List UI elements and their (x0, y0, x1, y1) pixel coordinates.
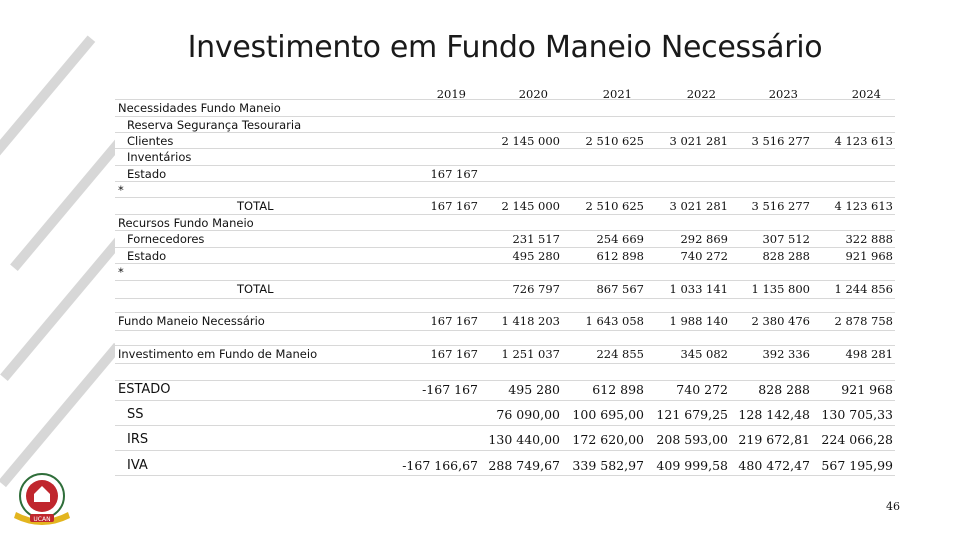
table-cell: 495 280 (512, 249, 560, 263)
table-cell: 292 869 (680, 232, 728, 246)
table-cell: 567 195,99 (821, 458, 893, 473)
table-cell: 409 999,58 (656, 458, 728, 473)
table-cell: 2 510 625 (585, 134, 644, 148)
row-separator (115, 148, 895, 149)
table-cell: 130 705,33 (821, 407, 893, 422)
table-cell: 208 593,00 (656, 432, 728, 447)
row-separator (115, 363, 895, 364)
table-cell: 2 145 000 (501, 199, 560, 213)
row-separator (115, 116, 895, 117)
row-separator (115, 263, 895, 264)
table-cell: 4 123 613 (834, 134, 893, 148)
table-cell: 2 510 625 (585, 199, 644, 213)
slide-title: Investimento em Fundo Maneio Necessário (187, 30, 823, 65)
row-separator (115, 450, 895, 451)
table-cell: 224 066,28 (821, 432, 893, 447)
table-cell: 498 281 (845, 347, 893, 361)
row-label: TOTAL (237, 282, 274, 296)
table-cell: 219 672,81 (738, 432, 810, 447)
table-cell: 828 288 (762, 249, 810, 263)
table-cell: 1 033 141 (669, 282, 728, 296)
table-cell: 612 898 (592, 382, 644, 397)
row-label: Inventários (127, 150, 192, 164)
table-cell: 339 582,97 (572, 458, 644, 473)
row-separator (115, 280, 895, 281)
table-cell: 1 988 140 (669, 314, 728, 328)
row-label: Investimento em Fundo de Maneio (118, 347, 318, 361)
row-separator (115, 425, 895, 426)
table-cell: 121 679,25 (656, 407, 728, 422)
column-header-year: 2023 (768, 87, 798, 101)
table-cell: 3 021 281 (669, 134, 728, 148)
table-cell: 480 472,47 (738, 458, 810, 473)
table-cell: 921 968 (845, 249, 893, 263)
row-label: Fundo Maneio Necessário (118, 314, 265, 328)
table-cell: 740 272 (680, 249, 728, 263)
table-cell: 172 620,00 (572, 432, 644, 447)
table-cell: 130 440,00 (488, 432, 560, 447)
table-cell: 1 418 203 (501, 314, 560, 328)
row-label: SS (127, 407, 144, 422)
table-cell: 495 280 (508, 382, 560, 397)
row-separator (115, 312, 895, 313)
table-cell: 867 567 (596, 282, 644, 296)
row-separator (115, 99, 895, 100)
table-cell: 4 123 613 (834, 199, 893, 213)
table-cell: 3 021 281 (669, 199, 728, 213)
table-cell: 2 145 000 (501, 134, 560, 148)
row-label: TOTAL (237, 199, 274, 213)
table-cell: 3 516 277 (751, 134, 810, 148)
table-cell: 1 643 058 (585, 314, 644, 328)
logo-text: UCAN (33, 516, 51, 523)
row-label: Necessidades Fundo Maneio (118, 101, 281, 115)
table-cell: 345 082 (680, 347, 728, 361)
row-separator (115, 298, 895, 299)
row-label: * (118, 183, 124, 197)
row-label: Estado (127, 167, 167, 181)
table-cell: 2 380 476 (751, 314, 810, 328)
page-number: 46 (886, 500, 900, 513)
table-cell: 288 749,67 (488, 458, 560, 473)
table-cell: 1 135 800 (751, 282, 810, 296)
column-header-year: 2022 (686, 87, 716, 101)
row-label: Recursos Fundo Maneio (118, 216, 254, 230)
table-cell: 726 797 (512, 282, 560, 296)
table-cell: 167 167 (430, 314, 478, 328)
table-cell: 1 251 037 (501, 347, 560, 361)
column-header-year: 2024 (851, 87, 881, 101)
table-cell: 1 244 856 (834, 282, 893, 296)
row-label: IRS (127, 432, 149, 447)
table-cell: -167 167 (422, 382, 478, 397)
row-label: Reserva Segurança Tesouraria (127, 118, 302, 132)
table-cell: 231 517 (512, 232, 560, 246)
table-cell: 740 272 (676, 382, 728, 397)
table-cell: -167 166,67 (402, 458, 478, 473)
row-label: * (118, 265, 124, 279)
table-cell: 254 669 (596, 232, 644, 246)
row-separator (115, 230, 895, 231)
row-separator (115, 214, 895, 215)
table-cell: 167 167 (430, 167, 478, 181)
row-separator (115, 345, 895, 346)
table-cell: 2 878 758 (834, 314, 893, 328)
row-separator (115, 247, 895, 248)
column-header-year: 2019 (436, 87, 466, 101)
table-cell: 128 142,48 (738, 407, 810, 422)
row-separator (115, 475, 895, 476)
row-separator (115, 380, 895, 381)
table-cell: 224 855 (596, 347, 644, 361)
row-separator (115, 330, 895, 331)
row-separator (115, 400, 895, 401)
row-separator (115, 197, 895, 198)
row-label: Estado (127, 249, 167, 263)
table-cell: 307 512 (762, 232, 810, 246)
table-cell: 76 090,00 (496, 407, 560, 422)
row-separator (115, 132, 895, 133)
table-cell: 3 516 277 (751, 199, 810, 213)
row-label: Fornecedores (127, 232, 205, 246)
table-cell: 167 167 (430, 347, 478, 361)
row-label: IVA (127, 458, 148, 473)
table-cell: 828 288 (758, 382, 810, 397)
column-header-year: 2020 (518, 87, 548, 101)
row-separator (115, 165, 895, 166)
table-cell: 100 695,00 (572, 407, 644, 422)
table-cell: 612 898 (596, 249, 644, 263)
row-label: ESTADO (118, 382, 171, 397)
table-cell: 322 888 (845, 232, 893, 246)
table-cell: 921 968 (841, 382, 893, 397)
column-header-year: 2021 (602, 87, 632, 101)
table-cell: 167 167 (430, 199, 478, 213)
table-cell: 392 336 (762, 347, 810, 361)
row-label: Clientes (127, 134, 174, 148)
university-logo (8, 468, 78, 530)
row-separator (115, 181, 895, 182)
